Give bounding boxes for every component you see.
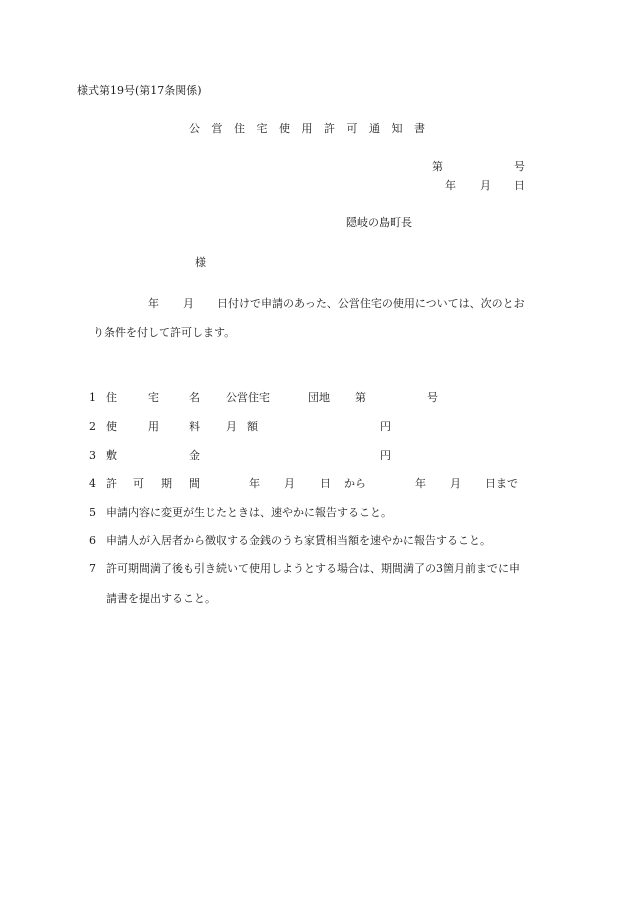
housing-type: 公営住宅 [226, 391, 270, 404]
condition-number: 7 [89, 562, 96, 575]
period-end-year: 年 [415, 477, 426, 490]
body-year: 年 [148, 297, 159, 310]
condition-label-char: 期 [161, 477, 172, 490]
condition-label-char: 料 [189, 420, 200, 433]
condition-label-char: 用 [148, 420, 159, 433]
period-end-month: 月 [450, 477, 461, 490]
body-line-1: 日付けで申請のあった、公営住宅の使用については、次のとお [217, 297, 525, 310]
date-month-label: 月 [480, 179, 491, 192]
condition-number: 2 [89, 420, 96, 433]
condition-number: 1 [89, 391, 96, 404]
condition-text: 申請人が入居者から徴収する金銭のうち家賃相当額を速やかに報告すること。 [106, 534, 491, 547]
document-number-suffix: 号 [514, 160, 525, 173]
condition-label-char: 額 [247, 420, 258, 433]
date-year-label: 年 [445, 179, 456, 192]
condition-number: 6 [89, 534, 96, 547]
condition-label-char: 名 [189, 391, 200, 404]
body-line-2: り条件を付して許可します。 [93, 326, 236, 339]
addressee-honorific: 様 [195, 256, 206, 269]
period-start-year: 年 [249, 477, 260, 490]
issuer-name: 隠岐の島町長 [346, 216, 412, 229]
danchi-label: 団地 [308, 391, 330, 404]
body-month: 月 [183, 297, 194, 310]
form-number-label: 様式第19号(第17条関係) [77, 84, 202, 97]
date-day-label: 日 [514, 179, 525, 192]
document-number-prefix: 第 [432, 160, 443, 173]
condition-label-char: 金 [189, 449, 200, 462]
condition-number: 3 [89, 449, 96, 462]
unit-suffix: 号 [427, 391, 438, 404]
condition-label-char: 許 [106, 477, 117, 490]
condition-label-char: 敷 [106, 449, 117, 462]
condition-text: 許可期間満了後も引き続いて使用しようとする場合は、期間満了の3箇月前までに申 [106, 562, 520, 575]
period-from: から [344, 477, 366, 490]
period-end-day: 日まで [485, 477, 518, 490]
condition-text: 申請内容に変更が生じたときは、速やかに報告すること。 [106, 506, 392, 519]
condition-label-char: 可 [133, 477, 144, 490]
condition-number: 5 [89, 506, 96, 519]
condition-label-char: 宅 [148, 391, 159, 404]
yen-unit: 円 [380, 449, 391, 462]
condition-label-char: 月 [226, 420, 237, 433]
yen-unit: 円 [380, 420, 391, 433]
condition-text-continuation: 請書を提出すること。 [106, 592, 216, 605]
condition-label-char: 間 [189, 477, 200, 490]
unit-prefix: 第 [355, 391, 366, 404]
condition-number: 4 [89, 477, 96, 490]
period-start-day: 日 [320, 477, 331, 490]
period-start-month: 月 [284, 477, 295, 490]
document-title: 公 営 住 宅 使 用 許 可 通 知 書 [189, 122, 426, 135]
condition-label-char: 使 [106, 420, 117, 433]
condition-label-char: 住 [106, 391, 117, 404]
